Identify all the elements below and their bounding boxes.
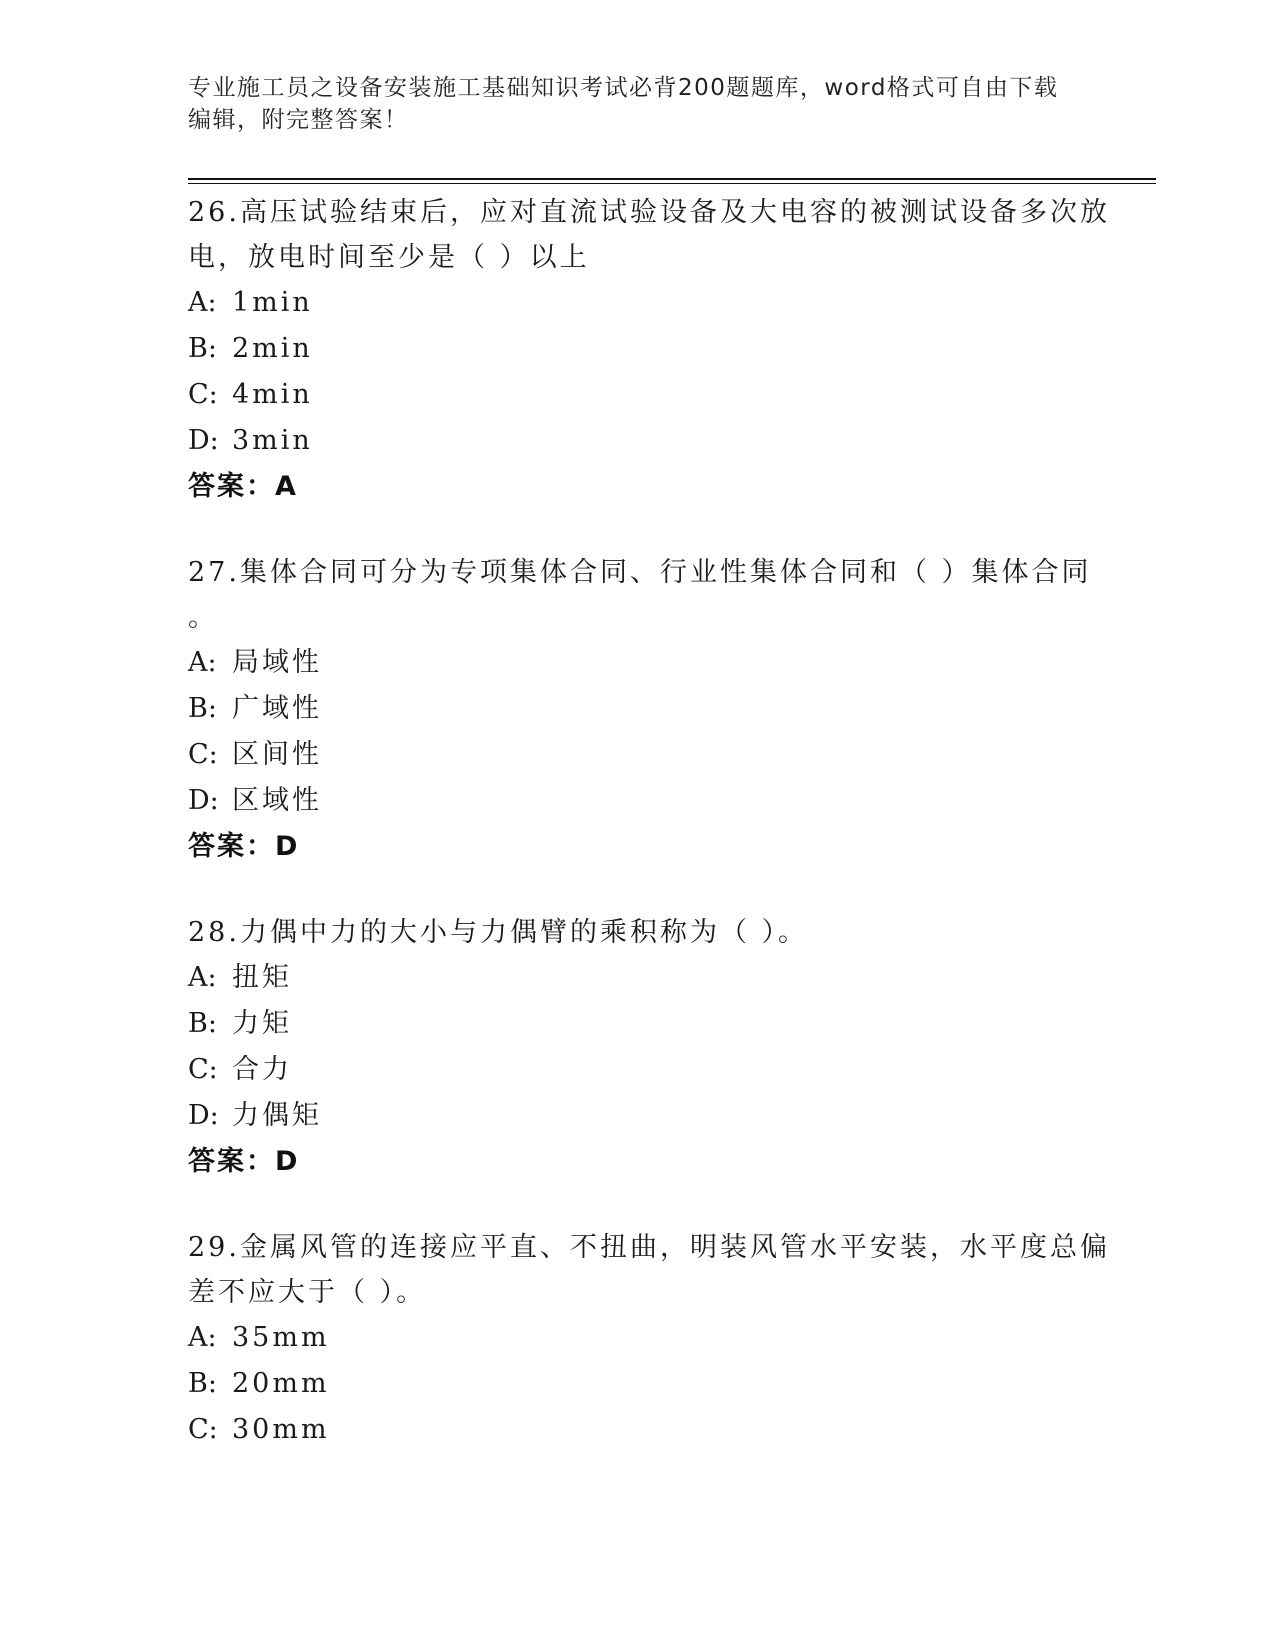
option-label: D: (188, 1100, 219, 1131)
header-divider-thin (188, 183, 1156, 184)
option-label: C: (188, 1414, 218, 1445)
option-label: D: (188, 785, 219, 816)
option-d (188, 1093, 1088, 1139)
answer-line: 答案：D (188, 1146, 300, 1177)
question-stem-line: 。 (188, 602, 218, 633)
option-label: A: (188, 287, 217, 318)
option-a (188, 280, 1088, 326)
option-c (188, 1407, 1088, 1453)
option-a (188, 955, 1088, 1001)
option-text: 扭矩 (232, 962, 292, 993)
option-text: 局域性 (232, 647, 322, 678)
answer-line: 答案：A (188, 471, 298, 502)
header-line-1: 专业施工员之设备安装施工基础知识考试必背200题题库，word格式可自由下载 (188, 75, 1059, 101)
option-text: 20mm (232, 1368, 330, 1399)
answer-line: 答案：D (188, 831, 300, 862)
option-text: 4min (232, 379, 313, 410)
option-text: 35mm (232, 1322, 330, 1353)
option-b (188, 686, 1088, 732)
option-a (188, 1315, 1088, 1361)
option-text: 力偶矩 (232, 1100, 322, 1131)
option-text: 广域性 (232, 693, 322, 724)
option-b (188, 326, 1088, 372)
option-b (188, 1361, 1088, 1407)
option-text: 区间性 (232, 739, 322, 770)
question-29 (188, 1225, 1110, 1453)
option-label: B: (188, 693, 217, 724)
option-text: 区域性 (232, 785, 322, 816)
option-text: 合力 (232, 1054, 292, 1085)
question-stem-line: 电，放电时间至少是（ ）以上 (188, 242, 590, 273)
option-label: C: (188, 1054, 218, 1085)
question-28 (188, 910, 1088, 1185)
option-text: 2min (232, 333, 313, 364)
option-text: 力矩 (232, 1008, 292, 1039)
question-27 (188, 550, 1092, 870)
option-label: B: (188, 333, 217, 364)
option-text: 1min (232, 287, 313, 318)
question-stem-line: 28.力偶中力的大小与力偶臂的乘积称为（ ）。 (188, 917, 809, 948)
option-d (188, 418, 1088, 464)
option-label: C: (188, 379, 218, 410)
option-label: A: (188, 962, 217, 993)
option-label: C: (188, 739, 218, 770)
option-label: B: (188, 1368, 217, 1399)
option-label: D: (188, 425, 219, 456)
header-line-2: 编辑，附完整答案！ (188, 107, 409, 133)
option-label: B: (188, 1008, 217, 1039)
option-a (188, 640, 1088, 686)
option-text: 3min (232, 425, 313, 456)
option-d (188, 778, 1088, 824)
question-stem-line: 差不应大于（ ）。 (188, 1277, 427, 1308)
question-26 (188, 190, 1110, 510)
option-c (188, 1047, 1088, 1093)
document-header (188, 72, 1088, 136)
question-stem-line: 29.金属风管的连接应平直、不扭曲，明装风管水平安装，水平度总偏 (188, 1232, 1110, 1263)
question-stem-line: 27.集体合同可分为专项集体合同、行业性集体合同和（ ）集体合同 (188, 557, 1092, 588)
question-stem-line: 26.高压试验结束后，应对直流试验设备及大电容的被测试设备多次放 (188, 197, 1110, 228)
option-c (188, 732, 1088, 778)
option-c (188, 372, 1088, 418)
header-divider-thick (188, 178, 1156, 180)
option-text: 30mm (232, 1414, 330, 1445)
option-label: A: (188, 1322, 217, 1353)
option-label: A: (188, 647, 217, 678)
option-b (188, 1001, 1088, 1047)
